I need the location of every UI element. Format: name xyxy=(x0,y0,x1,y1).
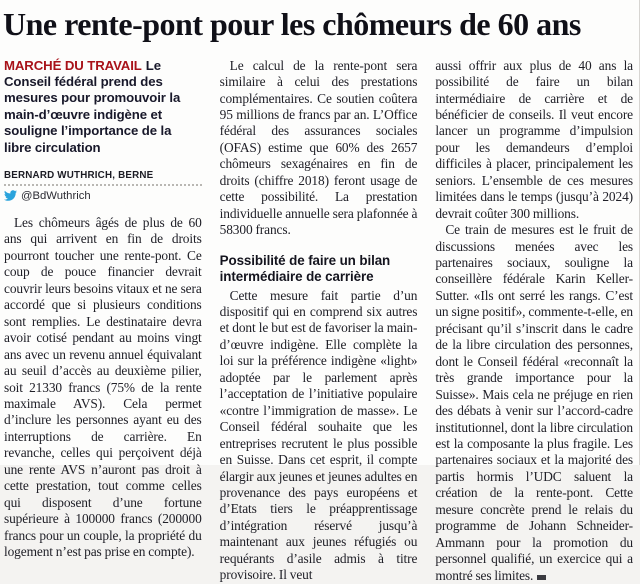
body-paragraph xyxy=(435,222,633,584)
article-columns xyxy=(3,58,635,584)
article-kicker: MARCHÉ DU TRAVAIL xyxy=(4,57,142,73)
twitter-handle-text: @BdWuthrich xyxy=(21,189,91,202)
article-column-1 xyxy=(4,58,202,584)
byline-block xyxy=(4,170,202,202)
body-paragraph: Cette mesure fait partie d’un dispositif qui en comprend six autres et dont le but est de favoriser la main-d’œuvre indigène. Elle complète la loi sur la préférence indigène «light» adoptée par le parlement après l’acceptation de l’initiative populaire «contre l’immigration de masse». Le Conseil fédéral souhaite que les entreprises recrutent le plus possible en Suisse. Dans cet esprit, il compte élargir aux jeunes et jeunes adultes en provenance des pays européens et d’Etats tiers le préapprentissage d’intégration réservé jusqu’à maintenant aux jeunes réfugiés ou requérants d’asile admis à titre provisoire. Il veut xyxy=(219,287,418,583)
body-paragraph: Les chômeurs âgés de plus de 60 ans qui arrivent en fin de droits pourront toucher une rente-pont. Ce coup de pouce financier devrait couvrir leurs besoins vitaux et ne sera accordé que si plusieurs conditions sont remplies. Le destinataire devra avoir cotisé pendant au moins vingt ans avec un revenu annuel équivalant au seuil d’accès au deuxième pilier, soit 21330 francs (75% de la rente maximale AVS). Cela permet d’inclure les personnes ayant eu des interruptions de carrière. En revanche, celles qui perçoivent déjà une rente AVS n’auront pas droit à cette prestation, tout comme celles qui disposent d’une fortune supérieure à 100000 francs (200000 francs pour un couple, la propriété du logement n’est pas prise en compte). xyxy=(4,215,202,560)
author-byline: BERNARD WUTHRICH, BERNE xyxy=(4,170,202,186)
article-lead xyxy=(4,58,202,156)
article-column-2 xyxy=(220,58,418,584)
body-paragraph: aussi offrir aux plus de 40 ans la possibilité de faire un bilan intermédiaire de carrière et de bénéficier de conseils. Il veut encore lancer un programme d’impulsion pour les demandeurs d’emploi difficiles à placer, principalement les seniors. L’ensemble de ces mesures limitées dans le temps (jusqu’à 2024) devrait coûter 300 millions. xyxy=(435,57,633,221)
end-of-article-mark xyxy=(537,575,546,580)
article-headline: Une rente-pont pour les chômeurs de 60 ans xyxy=(3,6,581,42)
twitter-bird-icon xyxy=(4,189,17,202)
article-subhead: Possibilité de faire un bilan intermédiaire de carrière xyxy=(219,252,391,284)
article-lead-text: Le Conseil fédéral prend des mesures pour promouvoir la main-d’œuvre indigène et souligne l’importance de la libre circulation xyxy=(4,57,181,155)
article-column-3 xyxy=(435,58,633,584)
body-paragraph: Le calcul de la rente-pont sera similaire à celui des prestations complémentaires. Ce soutien coûtera 95 millions de francs par an. L’Office fédéral des assurances sociales (OFAS) estime que 60% des 2657 chômeurs sexagénaires en fin de droits (chiffre 2018) feront usage de cette possibilité. La prestation individuelle annuelle sera plafonnée à 58300 francs. xyxy=(219,57,418,238)
body-paragraph-text: Ce train de mesures est le fruit de discussions menées avec les partenaires sociaux, souligne la conseillère fédérale Karin Keller-Sutter. «Ils ont serré les rangs. C’est un signe positif», commente-t-elle, en précisant qu’il s’inscrit dans le cadre de la libre circulation des personnes, dont le Conseil fédéral «reconnaît la très grande importance pour la Suisse». Mais cela ne préjuge en rien des débats à venir sur l’accord-cadre institutionnel, dont la libre circulation est la composante la plus fragile. Les partenaires sociaux et la majorité des partis hormis l’UDC saluent la création de la rente-pont. Cette mesure concrète prend le relais du programme de Johann Schneider-Ammann pour la promotion du personnel qualifié, un exercice qui a montré ses limites. xyxy=(435,222,633,583)
twitter-handle-link[interactable] xyxy=(4,189,202,202)
